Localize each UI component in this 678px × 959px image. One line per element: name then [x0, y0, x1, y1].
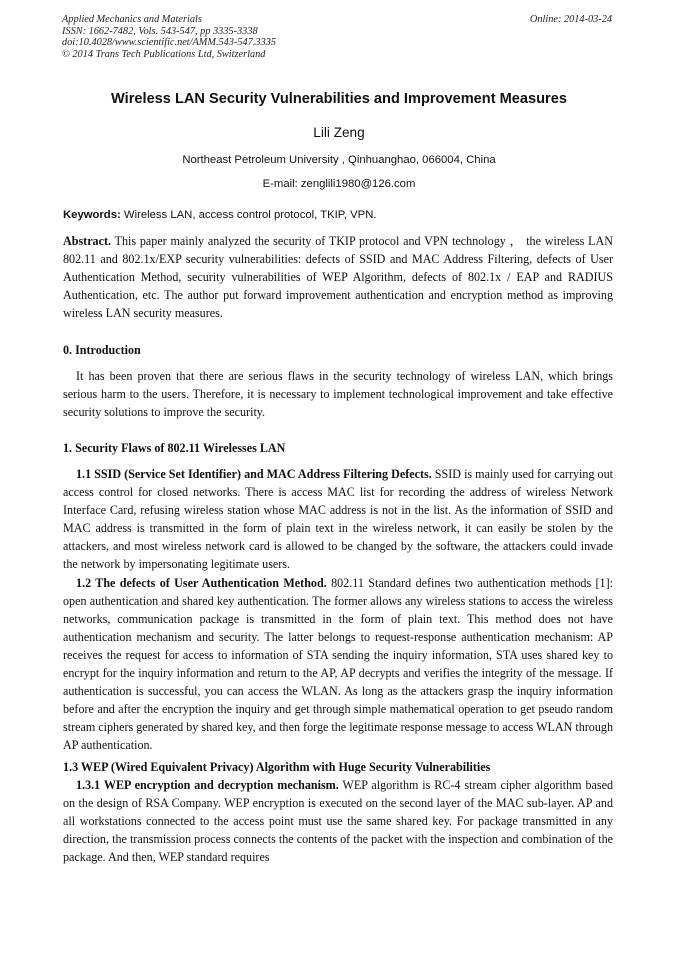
- paragraph-1-2-text: 802.11 Standard defines two authentication methods [1]: open authentication and shared key authentication. The former allows any wireless stations to access the wireless networks, communication package is transmitted in the form of plain text. This method does not have authentication mechanism and security. The latter belongs to request-response authentication mechanism: AP receives the request for access to information of STA sending the inquiry information, STA uses shared key to encrypt for the inquiry information and return to the AP, AP decrypts and verifies the integrity of the message. If authentication is successful, you can access the WLAN. As long as the attackers grasp the inquiry information before and after the encryption the inquiry and get through simple mathematical operation to get pseudo random stream ciphers generated by shared key, and then forge the legitimate response message to access WLAN through AP authentication.: [63, 575, 613, 753]
- paragraph-1-3-1: [63, 776, 613, 866]
- section-heading-security-flaws: 1. Security Flaws of 802.11 Wirelesses LAN: [63, 441, 286, 455]
- keywords-label: Keywords:: [63, 209, 121, 221]
- introduction-paragraph: It has been proven that there are serious flaws in the security technology of wireless LAN, which brings serious harm to the users. Therefore, it is necessary to implement technological improvement and take effective security solutions to improve the security.: [63, 369, 613, 420]
- journal-header: [62, 14, 276, 60]
- abstract-text: This paper mainly analyzed the security of TKIP protocol and VPN technology ， the wireless LAN 802.11 and 802.1x/EXP security vulnerabilities: defects of SSID and MAC Address Filtering, defects of User Authentication Method, security vulnerabilities of WEP Algorithm, defects of 802.1x / EAP and RADIUS Authentication, etc. The author put forward improvement authentication and encryption method as improving wireless LAN security measures.: [63, 234, 613, 321]
- paragraph-1-1: [63, 465, 613, 574]
- section-1-body: [63, 465, 613, 866]
- paragraph-1-3-1-text: WEP algorithm is RC-4 stream cipher algorithm based on the design of RSA Company. WEP encryption is executed on the second layer of the MAC sub-layer. AP and all workstations connected to the access point must use the same shared key. For package transmitted in any direction, the transmission process connects the contents of the packet with the inspection and combination of the package. And then, WEP standard requires: [63, 777, 613, 864]
- affiliation: Northeast Petroleum University , Qinhuanghao, 066004, China: [182, 154, 496, 166]
- issn-line: ISSN: 1662-7482, Vols. 543-547, pp 3335-3338: [62, 25, 258, 37]
- subsection-heading-1-3-1: 1.3.1 WEP encryption and decryption mechanism.: [76, 777, 339, 792]
- paragraph-1-2: [63, 574, 613, 755]
- author-email: E-mail: zenglili1980@126.com: [262, 178, 416, 190]
- paragraph-1-1-text: SSID is mainly used for carrying out access control for closed networks. There is access MAC list for recording the address of wireless Network Interface Card, refusing wireless station whose MAC address is not in the list. As the information of SSID and MAC address is transmitted in the form of plain text in the wireless network, it can easily be stolen by the attackers, and most wireless network card is allowed to be changed by the software, the attackers could invade the network by impersonating legitimate users.: [63, 467, 613, 572]
- subsection-heading-1-1: 1.1 SSID (Service Set Identifier) and MAC Address Filtering Defects.: [76, 467, 432, 481]
- keywords: [63, 209, 377, 221]
- author-name: Lili Zeng: [313, 125, 365, 140]
- paper-title: Wireless LAN Security Vulnerabilities and Improvement Measures: [111, 91, 567, 107]
- doi-line: doi:10.4028/www.scientific.net/AMM.543-547.3335: [62, 37, 277, 49]
- journal-name: Applied Mechanics and Materials: [62, 14, 202, 25]
- section-heading-introduction: 0. Introduction: [63, 343, 141, 357]
- keywords-text: Wireless LAN, access control protocol, TKIP, VPN.: [120, 209, 377, 221]
- abstract: [63, 232, 613, 322]
- online-date: Online: 2014-03-24: [529, 14, 612, 25]
- subsection-heading-1-2: 1.2 The defects of User Authentication Method.: [76, 575, 327, 590]
- subsection-heading-1-3: 1.3 WEP (Wired Equivalent Privacy) Algorithm with Huge Security Vulnerabilities: [63, 759, 491, 774]
- copyright-line: © 2014 Trans Tech Publications Ltd, Switzerland: [62, 48, 266, 60]
- abstract-label: Abstract.: [63, 234, 112, 248]
